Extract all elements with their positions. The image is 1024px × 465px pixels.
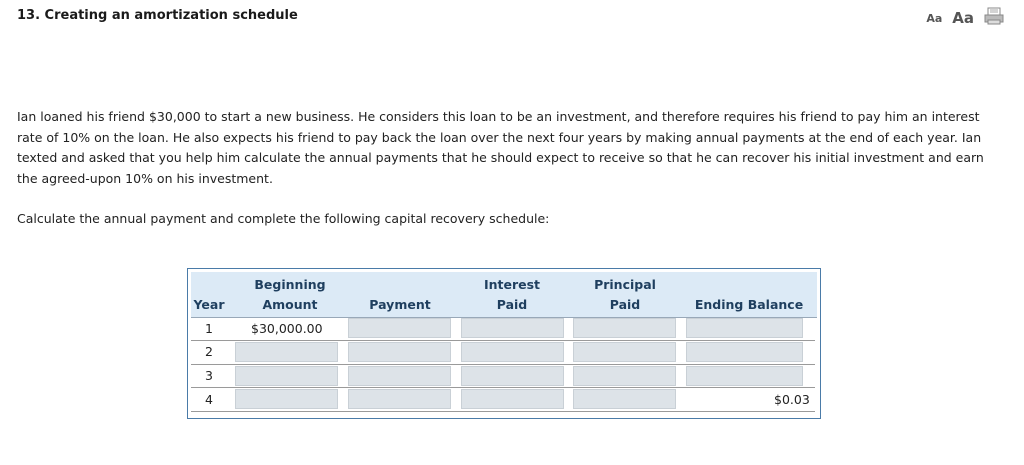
header-payment: Payment: [369, 297, 431, 312]
header-ending-balance: Ending Balance: [694, 297, 804, 312]
increase-font-button[interactable]: Aa: [952, 9, 974, 27]
capital-recovery-schedule: [187, 268, 821, 419]
row-3-ending-balance-input[interactable]: [686, 366, 803, 386]
row-1-payment-input[interactable]: [348, 318, 451, 338]
row-4-principal-input[interactable]: [573, 389, 676, 409]
row-divider: [191, 411, 815, 412]
print-icon: [984, 7, 1004, 25]
instruction-text: Calculate the annual payment and complete the following capital recovery schedule:: [17, 211, 550, 226]
page-title: 13. Creating an amortization schedule: [17, 8, 298, 23]
row-4-beginning-amount-input[interactable]: [235, 389, 338, 409]
header-principal-line1: Principal: [594, 277, 656, 292]
row-3-interest-input[interactable]: [461, 366, 564, 386]
row-4-ending-balance: $0.03: [774, 392, 810, 407]
problem-text: Ian loaned his friend $30,000 to start a new business. He considers this loan to be an investment, and therefore requires his friend to pay him an interest rate of 10% on the loan. He also expects his friend to pay back the loan over the next four years by making annual payments at the end of each year. Ian texted and asked that you help him calculate the annual payments that he should expect to receive so that he can recover his initial investment and earn the agreed-upon 10% on his investment.: [17, 109, 984, 186]
row-divider: [191, 340, 815, 341]
header-beginning-line1: Beginning: [254, 277, 326, 292]
row-3-year: 3: [205, 368, 213, 383]
row-2-ending-balance-input[interactable]: [686, 342, 803, 362]
row-3-payment-input[interactable]: [348, 366, 451, 386]
print-button[interactable]: [984, 7, 1004, 29]
header-principal-line2: Paid: [609, 297, 641, 312]
row-2-beginning-amount-input[interactable]: [235, 342, 338, 362]
row-1-year: 1: [205, 321, 213, 336]
row-divider: [191, 387, 815, 388]
row-1-beginning-amount: $30,000.00: [251, 321, 323, 336]
header-interest-line2: Paid: [496, 297, 528, 312]
row-4-year: 4: [205, 392, 213, 407]
decrease-font-button[interactable]: Aa: [926, 11, 943, 25]
header-interest-line1: Interest: [483, 277, 541, 292]
row-divider: [191, 364, 815, 365]
row-1-ending-balance-input[interactable]: [686, 318, 803, 338]
row-2-year: 2: [205, 344, 213, 359]
header-beginning-line2: Amount: [262, 297, 318, 312]
row-1-interest-input[interactable]: [461, 318, 564, 338]
row-2-interest-input[interactable]: [461, 342, 564, 362]
row-2-payment-input[interactable]: [348, 342, 451, 362]
row-3-beginning-amount-input[interactable]: [235, 366, 338, 386]
header-year: Year: [193, 297, 225, 312]
row-1-principal-input[interactable]: [573, 318, 676, 338]
row-4-interest-input[interactable]: [461, 389, 564, 409]
toolbar: [926, 7, 1004, 29]
row-2-principal-input[interactable]: [573, 342, 676, 362]
row-3-principal-input[interactable]: [573, 366, 676, 386]
row-4-payment-input[interactable]: [348, 389, 451, 409]
